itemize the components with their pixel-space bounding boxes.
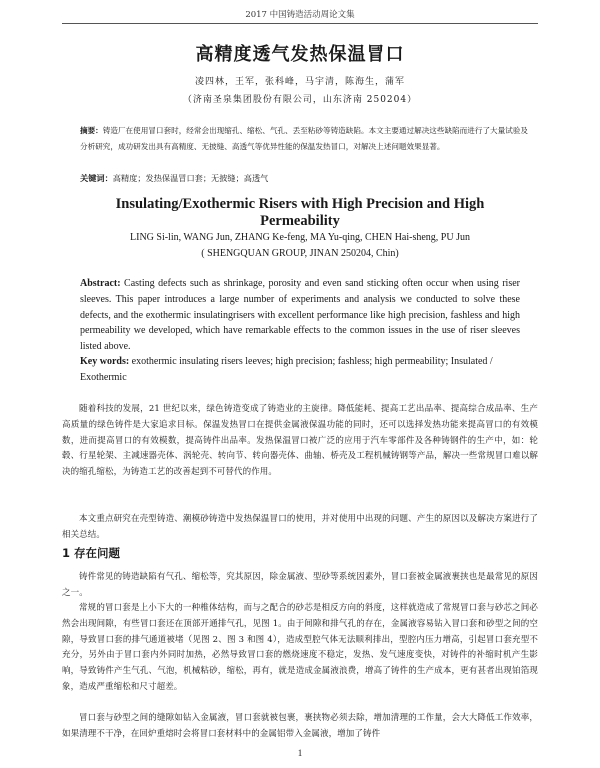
chinese-authors: 凌四林，王军，张科峰，马宇清，陈海生，蒲军 <box>194 77 405 87</box>
english-abstract-label: Abstract: <box>80 278 121 289</box>
header-rule <box>62 23 538 24</box>
english-keywords-text: exothermic insulating risers leeves; high precision; fashless; high permeability; Insulated / Exothermic <box>80 356 493 383</box>
english-title: Insulating/Exothermic Risers with High Precision and High Permeability <box>115 196 485 229</box>
chinese-keywords-text: 高精度；发热保温冒口套；无披缝；高透气 <box>112 173 269 183</box>
chinese-affiliation: （济南圣泉集团股份有限公司，山东济南 250204） <box>182 95 418 105</box>
running-header: 2017 中国铸造活动周论文集 <box>245 10 355 20</box>
chinese-abstract-text: 铸造厂在使用冒口套时，经常会出现缩孔、缩松、气孔、丢至粘砂等铸造缺陷。本文主要通过解决这些缺陷而进行了大量试验及分析研究，成功研发出具有高精度、无披缝、高透气等优异性能的保温发热冒口，对解决上述问题效果显著。 <box>80 126 529 151</box>
english-keywords <box>80 354 520 386</box>
chinese-abstract <box>80 123 530 155</box>
english-affiliation: ( SHENGQUAN GROUP, JINAN 250204, Chin) <box>201 248 399 259</box>
chinese-title: 高精度透气发热保温冒口 <box>195 44 405 65</box>
section-paragraph: 冒口套与砂型之间的缝隙如钻入金属液，冒口套就被包裹，裹挟物必须去除，增加清理的工作量，会大大降低工作效率，如果清理不干净，在回炉重熔时会将冒口套材料中的金属铝带入金属液，增加了铸件 <box>62 713 538 739</box>
intro-paragraph: 本文重点研究在壳型铸造、潮模砂铸造中发热保温冒口的使用，并对使用中出现的问题、产生的原因以及解决方案进行了相关总结。 <box>62 514 538 540</box>
section-paragraph: 铸件常见的铸造缺陷有气孔、缩松等，究其原因，除金属液、型砂等系统因素外，冒口套被金属液裹挟也是最常见的原因之一。 <box>62 572 538 598</box>
chinese-abstract-label: 摘要： <box>80 126 103 135</box>
intro-paragraph: 随着科技的发展，21 世纪以来，绿色铸造变成了铸造业的主旋律。降低能耗、提高工艺出品率、提高综合成品率、生产高质量的绿色铸件是大家追求目标。保温发热冒口在提供金属液保温功能的同时，还可以选择发热功能来提高冒口的有效模数，进而提高冒口的有效模数，提高铸件出品率。发热保温冒口被广泛的应用于汽车零部件及各种铸钢件的生产中，如：轮毂、行星轮架、主减速器壳体、涡轮壳、转向节、转向器壳体、曲轴、桥壳及工程机械铸钢等产品，解决一些常规冒口难以解决的缩孔缩松，为铸造工艺的改善起到不可替代的作用。 <box>62 404 538 478</box>
chinese-keywords-label: 关键词： <box>80 173 113 183</box>
english-keywords-label: Key words: <box>80 356 130 367</box>
english-abstract-text: Casting defects such as shrinkage, porosity and even sand sticking often occur when using riser sleeves. This paper introduces a large number of experiments and analysis we conducted to solve these defects, and the exothermic insulatingrisers with excellent performance like high precision, fashless and high permeability we developed, which have remarkable effects to the common issues in the use of riser sleeves listed above. <box>80 278 520 353</box>
section-heading: 1 存在问题 <box>62 546 121 560</box>
section-paragraph: 常规的冒口套是上小下大的一种椎体结构，而与之配合的砂芯是相反方向的斜度，这样就造成了常规冒口套与砂芯之间必然会出现间隙，有些冒口套还在顶部开通排气孔，见图 1。由于间隙和排气孔的存在，金属液容易钻入冒口套和砂型之间的空隙，导致冒口套的排气通道被堵（见图 2、图 3 和图 4），造成型腔气体无法顺利排出，型腔内压力增高，引起冒口套充型不充分，另外由于冒口套内外同时加热，必然导致冒口套的燃烧速度不稳定，发热、发气速度变快，对铸件的补缩时机产生影响，导致铸件产生气孔、气泡，机械粘砂，缩松，再有，就是造成金属液浪费，增高了铸件的生产成本，更有甚者出现铂箔现象，造成严重缩松和尺寸超差。 <box>62 603 538 692</box>
chinese-keywords <box>80 172 530 184</box>
english-authors: LING Si-lin, WANG Jun, ZHANG Ke-feng, MA Yu-qing, CHEN Hai-sheng, PU Jun <box>130 232 470 243</box>
page-number: 1 <box>297 748 303 758</box>
english-abstract <box>80 276 520 355</box>
